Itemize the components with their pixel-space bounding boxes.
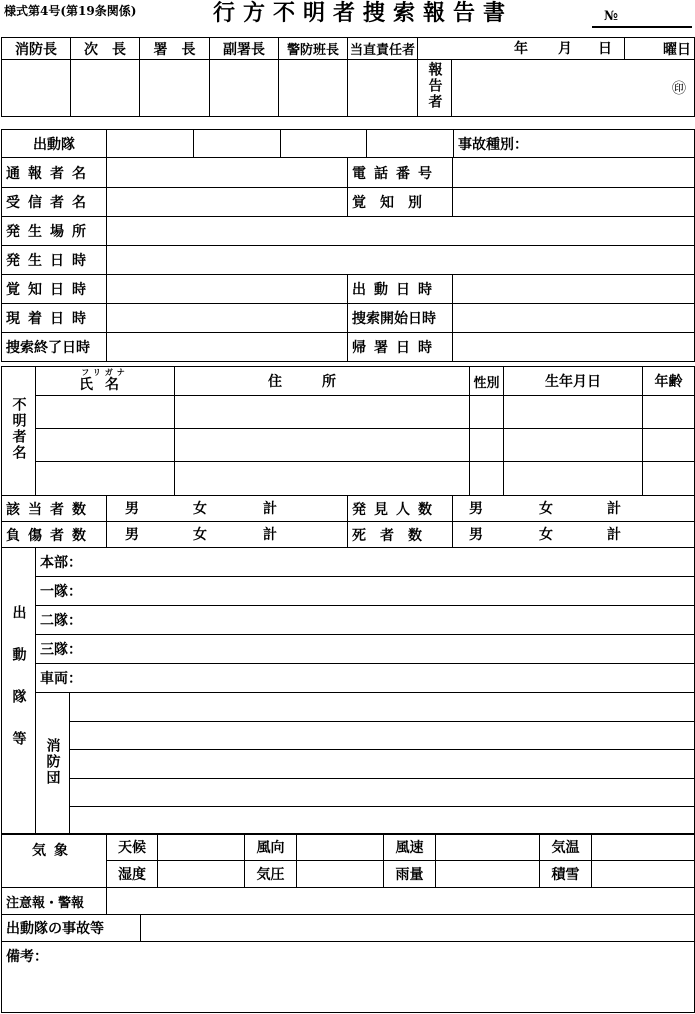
weather-type-field[interactable]	[158, 834, 245, 861]
location-field[interactable]	[107, 217, 695, 246]
name-header	[36, 367, 175, 396]
unit-2[interactable]: 二隊：	[36, 606, 695, 635]
found-label: 発見人数	[348, 496, 453, 522]
stamp-duty[interactable]	[348, 60, 418, 117]
weather-table	[1, 833, 695, 888]
weather-type-label: 天候	[107, 834, 158, 861]
aware-at-label: 覚知日時	[2, 275, 107, 304]
dispatch-label: 出動隊	[2, 130, 107, 158]
awareness-type-field[interactable]	[453, 188, 695, 217]
snow-label: 積雪	[540, 861, 592, 888]
injured-female: 女	[193, 527, 207, 543]
found-total: 計	[607, 501, 621, 517]
name-ruby: フリガナ	[81, 367, 129, 377]
age-field-3[interactable]	[643, 462, 695, 496]
search-start-field[interactable]	[453, 304, 695, 333]
birth-field-1[interactable]	[504, 396, 643, 429]
injured-label: 負傷者数	[2, 522, 107, 548]
dead-field[interactable]	[453, 522, 695, 548]
receiver-label: 受信者名	[2, 188, 107, 217]
found-male: 男	[469, 501, 483, 517]
wind-speed-field[interactable]	[436, 834, 540, 861]
warnings-label: 注意報・警報	[2, 888, 107, 915]
age-field-1[interactable]	[643, 396, 695, 429]
accident-type-label[interactable]: 事故種別：	[454, 130, 695, 158]
warnings-field[interactable]	[107, 888, 695, 915]
dead-total: 計	[607, 527, 621, 543]
injured-total: 計	[263, 527, 277, 543]
unit-1[interactable]: 一隊：	[36, 577, 695, 606]
birth-field-3[interactable]	[504, 462, 643, 496]
fire-corps-row-5[interactable]	[70, 807, 695, 835]
date-month: 月	[558, 41, 572, 57]
humidity-label: 湿度	[107, 861, 158, 888]
applicable-field[interactable]	[107, 496, 348, 522]
temp-field[interactable]	[592, 834, 695, 861]
location-label: 発生場所	[2, 217, 107, 246]
number-label: №	[604, 9, 619, 24]
wind-dir-label: 風向	[245, 834, 297, 861]
stamp-vice-station[interactable]	[210, 60, 279, 117]
injured-field[interactable]	[107, 522, 348, 548]
unit-3[interactable]: 三隊：	[36, 635, 695, 664]
unit-vehicle[interactable]: 車両：	[36, 664, 695, 693]
age-header: 年齢	[643, 367, 695, 396]
head-defense: 警防班長	[279, 38, 348, 60]
name-field-2[interactable]	[36, 429, 175, 462]
address-header: 住所	[175, 367, 470, 396]
missing-label: 不明者名	[2, 367, 36, 496]
pressure-label: 気圧	[245, 861, 297, 888]
weather-label: 気象	[2, 834, 107, 888]
returned-label: 帰署日時	[348, 333, 453, 362]
phone-label: 電話番号	[348, 158, 453, 188]
sex-header: 性別	[470, 367, 504, 396]
name-field-3[interactable]	[36, 462, 175, 496]
age-field-2[interactable]	[643, 429, 695, 462]
wind-speed-label: 風速	[384, 834, 436, 861]
reporter-label: 報告者	[418, 60, 452, 117]
fire-corps-row-1[interactable]	[70, 693, 695, 722]
name-field-1[interactable]	[36, 396, 175, 429]
date-weekday: 曜日	[625, 38, 695, 60]
applicable-label: 該当者数	[2, 496, 107, 522]
sex-field-1[interactable]	[470, 396, 504, 429]
head-duty: 当直責任者	[348, 38, 418, 60]
found-field[interactable]	[453, 496, 695, 522]
dispatched-field[interactable]	[453, 275, 695, 304]
reporter-field[interactable]	[452, 60, 695, 117]
head-deputy: 次 長	[71, 38, 140, 60]
search-start-label: 捜索開始日時	[348, 304, 453, 333]
dispatch-unit-3[interactable]	[281, 130, 367, 158]
caller-label: 通報者名	[2, 158, 107, 188]
awareness-type-label: 覚知別	[348, 188, 453, 217]
head-vice-station: 副署長	[210, 38, 279, 60]
date-day: 日	[598, 41, 612, 57]
units-label: 出動隊等	[2, 548, 36, 835]
caller-field[interactable]	[107, 158, 348, 188]
applicable-female: 女	[193, 501, 207, 517]
fire-corps-label: 消防団	[36, 693, 70, 835]
report-date-cell[interactable]	[418, 38, 625, 60]
injured-male: 男	[125, 527, 139, 543]
number-underline	[592, 26, 692, 28]
phone-field[interactable]	[453, 158, 695, 188]
returned-field[interactable]	[453, 333, 695, 362]
warnings-table	[1, 887, 695, 915]
pressure-field[interactable]	[297, 861, 384, 888]
dead-male: 男	[469, 527, 483, 543]
receiver-field[interactable]	[107, 188, 348, 217]
remarks-field[interactable]: 備考：	[2, 942, 695, 1013]
approval-table	[1, 37, 695, 117]
head-chief: 消防長	[2, 38, 71, 60]
search-end-field[interactable]	[107, 333, 348, 362]
remarks-table	[1, 941, 695, 1013]
rain-label: 雨量	[384, 861, 436, 888]
missing-table	[1, 366, 695, 496]
dispatch-unit-1[interactable]	[107, 130, 194, 158]
aware-at-field[interactable]	[107, 275, 348, 304]
wind-dir-field[interactable]	[297, 834, 384, 861]
accidents-label: 出動隊の事故等	[2, 915, 141, 942]
fire-corps-row-3[interactable]	[70, 750, 695, 779]
units-table	[1, 547, 695, 835]
fire-corps-row-2[interactable]	[70, 722, 695, 750]
occurred-field[interactable]	[107, 246, 695, 275]
form-style-number: 様式第4号(第19条関係)	[4, 4, 137, 18]
head-station: 署 長	[140, 38, 210, 60]
stamp-chief[interactable]	[2, 60, 71, 117]
sex-field-3[interactable]	[470, 462, 504, 496]
address-field-2[interactable]	[175, 429, 470, 462]
humidity-field[interactable]	[158, 861, 245, 888]
stamp-station[interactable]	[140, 60, 210, 117]
birth-field-2[interactable]	[504, 429, 643, 462]
incident-table	[1, 129, 695, 158]
temp-label: 気温	[540, 834, 592, 861]
dead-label: 死者数	[348, 522, 453, 548]
dispatched-label: 出動日時	[348, 275, 453, 304]
form-title: 行方不明者捜索報告書	[213, 0, 514, 26]
unit-honbu[interactable]: 本部：	[36, 548, 695, 577]
stamp-deputy[interactable]	[71, 60, 140, 117]
accidents-field[interactable]	[141, 915, 695, 942]
fire-corps-row-4[interactable]	[70, 779, 695, 807]
rain-field[interactable]	[436, 861, 540, 888]
applicable-male: 男	[125, 501, 139, 517]
snow-field[interactable]	[592, 861, 695, 888]
address-field-3[interactable]	[175, 462, 470, 496]
birth-header: 生年月日	[504, 367, 643, 396]
dead-female: 女	[539, 527, 553, 543]
counts-table	[1, 495, 695, 548]
address-field-1[interactable]	[175, 396, 470, 429]
stamp-defense[interactable]	[279, 60, 348, 117]
sex-field-2[interactable]	[470, 429, 504, 462]
arrived-label: 現着日時	[2, 304, 107, 333]
dispatch-unit-4[interactable]	[367, 130, 454, 158]
date-year: 年	[514, 41, 528, 57]
arrived-field[interactable]	[107, 304, 348, 333]
details-table	[1, 157, 695, 362]
found-female: 女	[539, 501, 553, 517]
seal-icon: ㊞	[672, 81, 686, 97]
occurred-label: 発生日時	[2, 246, 107, 275]
dispatch-unit-2[interactable]	[194, 130, 281, 158]
name-label: 氏名	[79, 377, 131, 393]
search-end-label: 捜索終了日時	[2, 333, 107, 362]
accidents-table	[1, 914, 695, 942]
applicable-total: 計	[263, 501, 277, 517]
